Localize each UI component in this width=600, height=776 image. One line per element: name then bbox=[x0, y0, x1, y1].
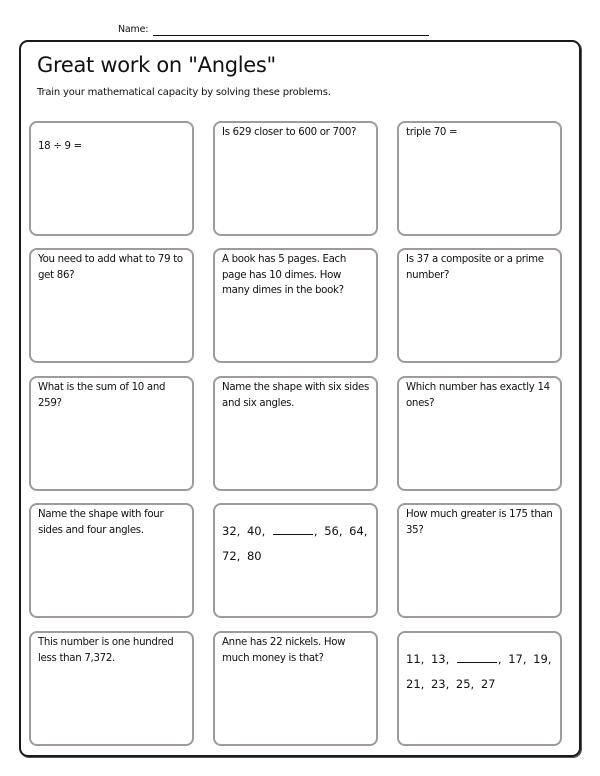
sequence-end: , 56, 64, 72, 80 bbox=[222, 524, 368, 563]
problem-text: What is the sum of 10 and 259? bbox=[38, 382, 166, 409]
name-label: Name: bbox=[118, 24, 149, 35]
problem-card[interactable] bbox=[213, 248, 378, 363]
problem-text: triple 70 = bbox=[406, 127, 458, 138]
problem-text: You need to add what to 79 to get 86? bbox=[38, 254, 183, 281]
problem-text: Anne has 22 nickels. How much money is that? bbox=[222, 637, 346, 664]
answer-blank[interactable] bbox=[273, 525, 313, 535]
problem-text: This number is one hundred less than 7,372. bbox=[38, 637, 174, 664]
problem-text: 18 ÷ 9 = bbox=[38, 141, 82, 152]
name-input-line[interactable] bbox=[153, 35, 429, 36]
problem-card[interactable] bbox=[397, 121, 562, 236]
problem-card[interactable] bbox=[213, 376, 378, 491]
problem-card[interactable] bbox=[29, 248, 194, 363]
problem-card[interactable] bbox=[397, 376, 562, 491]
number-sequence bbox=[406, 647, 554, 697]
problem-card[interactable] bbox=[397, 631, 562, 746]
problem-card[interactable] bbox=[213, 121, 378, 236]
problem-text: Is 37 a composite or a prime number? bbox=[406, 254, 544, 281]
sequence-start: 32, 40, bbox=[222, 524, 266, 538]
problem-card[interactable] bbox=[29, 376, 194, 491]
number-sequence bbox=[222, 519, 370, 569]
problem-card[interactable] bbox=[213, 503, 378, 618]
problem-card[interactable] bbox=[397, 503, 562, 618]
sequence-start: 11, 13, bbox=[406, 652, 450, 666]
problem-text: Name the shape with six sides and six angles. bbox=[222, 382, 369, 409]
problem-text: Is 629 closer to 600 or 700? bbox=[222, 127, 357, 138]
problem-text: Which number has exactly 14 ones? bbox=[406, 382, 550, 409]
name-row bbox=[0, 24, 600, 38]
problem-text: How much greater is 175 than 35? bbox=[406, 509, 553, 536]
worksheet-subtitle: Train your mathematical capacity by solving these problems. bbox=[37, 87, 331, 98]
problem-card[interactable] bbox=[213, 631, 378, 746]
problem-card[interactable] bbox=[29, 631, 194, 746]
problem-card[interactable] bbox=[397, 248, 562, 363]
answer-blank[interactable] bbox=[457, 653, 497, 663]
sequence-end: , 17, 19, 21, 23, 25, 27 bbox=[406, 652, 552, 691]
problem-text: Name the shape with four sides and four angles. bbox=[38, 509, 164, 536]
worksheet-title: Great work on "Angles" bbox=[37, 53, 276, 77]
problem-card[interactable] bbox=[29, 503, 194, 618]
problem-text: A book has 5 pages. Each page has 10 dimes. How many dimes in the book? bbox=[222, 254, 347, 296]
problem-card[interactable] bbox=[29, 121, 194, 236]
